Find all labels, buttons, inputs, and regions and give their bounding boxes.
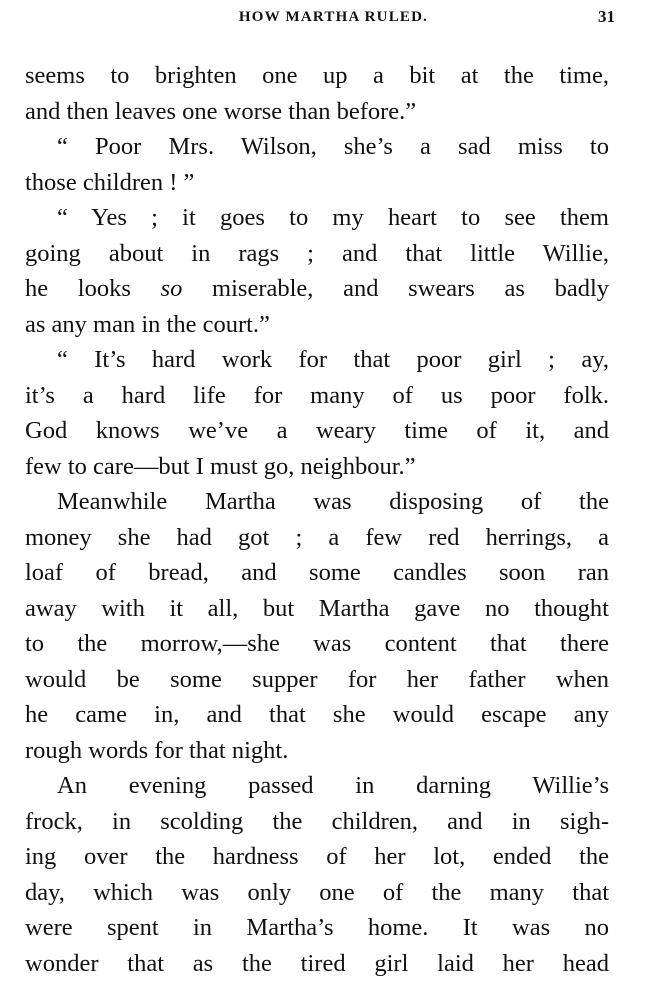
text-line: away with it all, but Martha gave no thought bbox=[25, 594, 609, 622]
text-line: as any man in the court.” bbox=[25, 310, 270, 338]
text-line: rough words for that night. bbox=[25, 736, 289, 764]
text-line: few to care—but I must go, neighbour.” bbox=[25, 452, 416, 480]
text-line: Meanwhile Martha was disposing of the bbox=[57, 488, 609, 515]
running-title: HOW MARTHA RULED. bbox=[238, 9, 429, 25]
text-line: those children ! ” bbox=[25, 168, 195, 196]
text-line: and then leaves one worse than before.” bbox=[25, 97, 417, 125]
text-line: seems to brighten one up a bit at the time, bbox=[25, 62, 609, 89]
text-fragment: miserable, and swears as badly bbox=[182, 275, 610, 302]
text-line: would be some supper for her father when bbox=[25, 665, 609, 693]
text-fragment: he looks bbox=[25, 275, 161, 302]
text-line bbox=[25, 271, 609, 307]
text-line: “ It’s hard work for that poor girl ; ay, bbox=[57, 346, 609, 373]
text-line: to the morrow,—she was content that there bbox=[25, 630, 609, 657]
page-number: 31 bbox=[598, 7, 615, 26]
text-line: he came in, and that she would escape any bbox=[25, 701, 609, 728]
emphasized-word: so bbox=[160, 275, 183, 302]
text-line: it’s a hard life for many of us poor folk. bbox=[25, 381, 609, 409]
text-line: God knows we’ve a weary time of it, and bbox=[25, 417, 609, 444]
text-line: frock, in scolding the children, and in sigh- bbox=[25, 807, 609, 835]
text-line: loaf of bread, and some candles soon ran bbox=[25, 559, 609, 586]
text-line: An evening passed in darning Willie’s bbox=[57, 772, 609, 799]
text-line: were spent in Martha’s home. It was no bbox=[25, 914, 609, 941]
text-line: money she had got ; a few red herrings, a bbox=[25, 523, 609, 551]
text-line: “ Poor Mrs. Wilson, she’s a sad miss to bbox=[57, 133, 609, 160]
running-head bbox=[0, 6, 667, 28]
text-line: day, which was only one of the many that bbox=[25, 878, 609, 906]
text-line: ing over the hardness of her lot, ended the bbox=[25, 843, 609, 870]
text-line: “ Yes ; it goes to my heart to see them bbox=[57, 204, 609, 231]
body-text bbox=[25, 58, 609, 981]
text-line: going about in rags ; and that little Willie, bbox=[25, 239, 609, 267]
text-line: wonder that as the tired girl laid her head bbox=[25, 949, 609, 977]
